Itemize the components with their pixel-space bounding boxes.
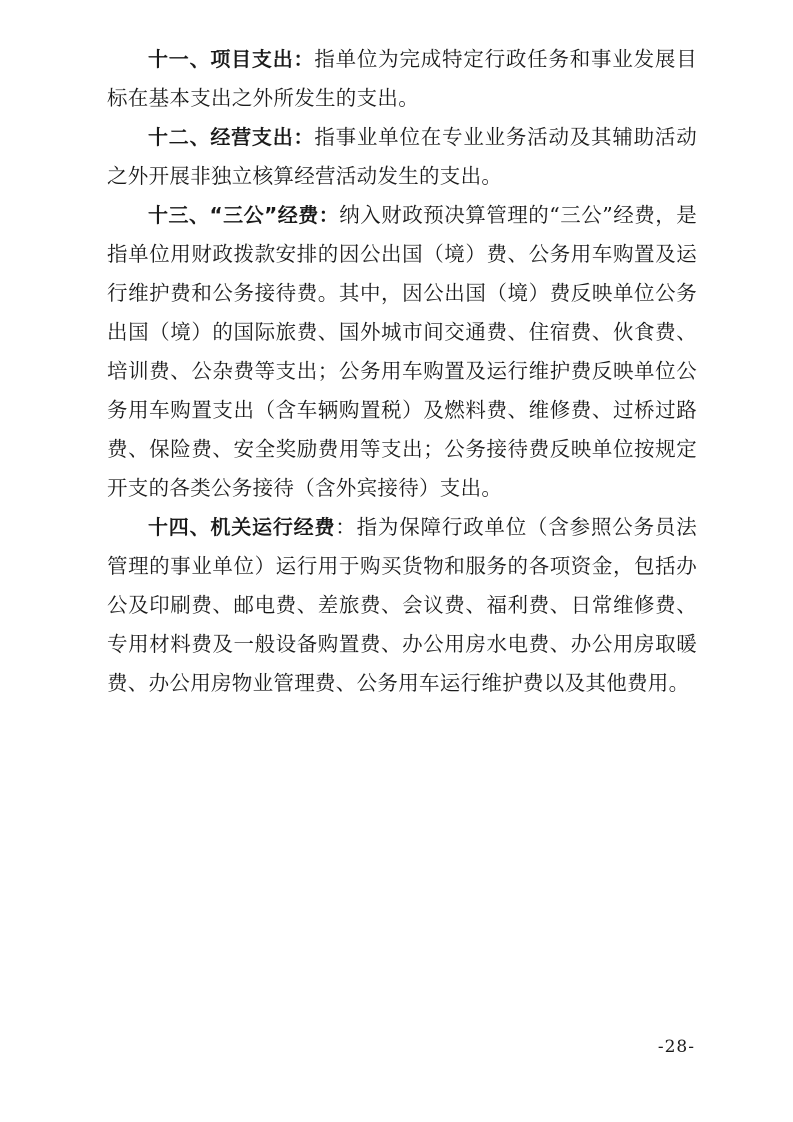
term-project-expenditure: 十一、项目支出： — [148, 47, 315, 71]
paragraph-agency-operating-expenses — [107, 508, 697, 703]
definition-agency-operating-expenses: ：指为保障行政单位（含参照公务员法管理的事业单位）运行用于购买货物和服务的各项资金，包括办公及印刷费、邮电费、差旅费、会议费、福利费、日常维修费、专用材料费及一般设备购置费、办公用房水电费、办公用房取暖费、办公用房物业管理费、公务用车运行维护费以及其他费用。 — [107, 515, 698, 695]
paragraph-project-expenditure — [107, 40, 697, 118]
term-agency-operating-expenses: 十四、机关运行经费 — [148, 515, 336, 539]
term-three-public-expenses: 十三、“三公”经费： — [148, 203, 340, 227]
definition-project-expenditure: 指单位为完成特定行政任务和事业发展目标在基本支出之外所发生的支出。 — [107, 47, 697, 110]
definition-three-public-expenses: 纳入财政预决算管理的“三公”经费，是指单位用财政拨款安排的因公出国（境）费、公务用车购置及运行维护费和公务接待费。其中，因公出国（境）费反映单位公务出国（境）的国际旅费、国外城市间交通费、住宿费、伙食费、培训费、公杂费等支出；公务用车购置及运行维护费反映单位公务用车购置支出（含车辆购置税）及燃料费、维修费、过桥过路费、保险费、安全奖励费用等支出；公务接待费反映单位按规定开支的各类公务接待（含外宾接待）支出。 — [107, 203, 698, 500]
document-body — [107, 40, 697, 703]
paragraph-three-public-expenses — [107, 196, 697, 508]
page-number: -28- — [657, 1037, 695, 1057]
paragraph-operating-expenditure — [107, 118, 697, 196]
term-operating-expenditure: 十二、经营支出： — [148, 125, 315, 149]
definition-operating-expenditure: 指事业单位在专业业务活动及其辅助活动之外开展非独立核算经营活动发生的支出。 — [107, 125, 697, 188]
